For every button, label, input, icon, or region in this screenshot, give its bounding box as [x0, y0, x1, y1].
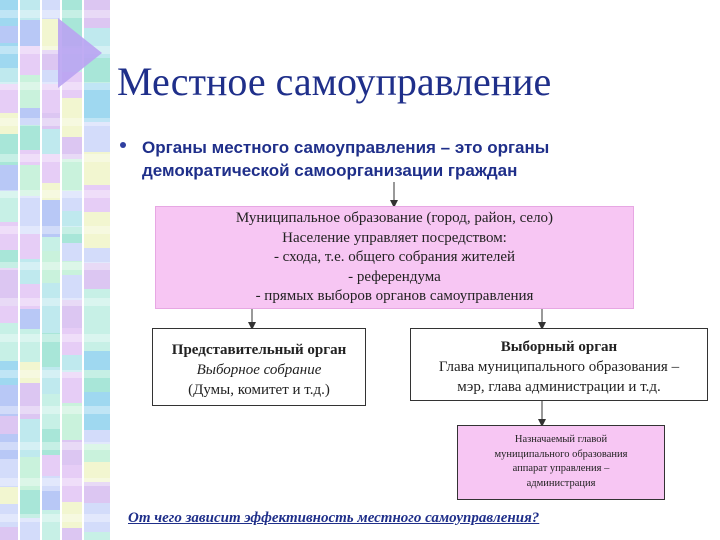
- representative-body-box: [152, 328, 366, 406]
- representative-detail: (Думы, комитет и т.д.): [188, 382, 330, 398]
- muni-line: - схода, т.е. общего собрания жителей: [273, 249, 516, 265]
- representative-heading: Представительный орган: [171, 342, 347, 358]
- appointed-line: аппарат управления –: [512, 463, 610, 474]
- muni-line: Население управляет посредством:: [282, 229, 507, 246]
- question-link[interactable]: От чего зависит эффективность местного самоуправления?: [128, 510, 540, 526]
- muni-line: - прямых выборов органов самоуправления: [255, 288, 534, 304]
- elected-heading: Выборный орган: [500, 339, 618, 355]
- representative-subheading: Выборное собрание: [196, 362, 322, 378]
- elected-line: Глава муниципального образования –: [438, 359, 680, 375]
- elected-body-box: [410, 328, 708, 401]
- muni-line: - референдума: [348, 268, 441, 285]
- muni-line: Муниципальное образование (город, район, село): [235, 210, 554, 226]
- appointed-line: муниципального образования: [494, 448, 628, 460]
- slide-title: Местное самоуправление: [117, 59, 552, 104]
- elected-line: мэр, глава администрации и т.д.: [457, 379, 661, 395]
- appointed-line: администрация: [526, 477, 596, 489]
- bullet-text: Органы местного самоуправления – это органы демократической самоорганизации граждан: [142, 138, 550, 180]
- municipal-formation-box: [155, 206, 634, 309]
- appointed-line: Назначаемый главой: [514, 434, 608, 445]
- appointed-administration-box: [457, 425, 665, 500]
